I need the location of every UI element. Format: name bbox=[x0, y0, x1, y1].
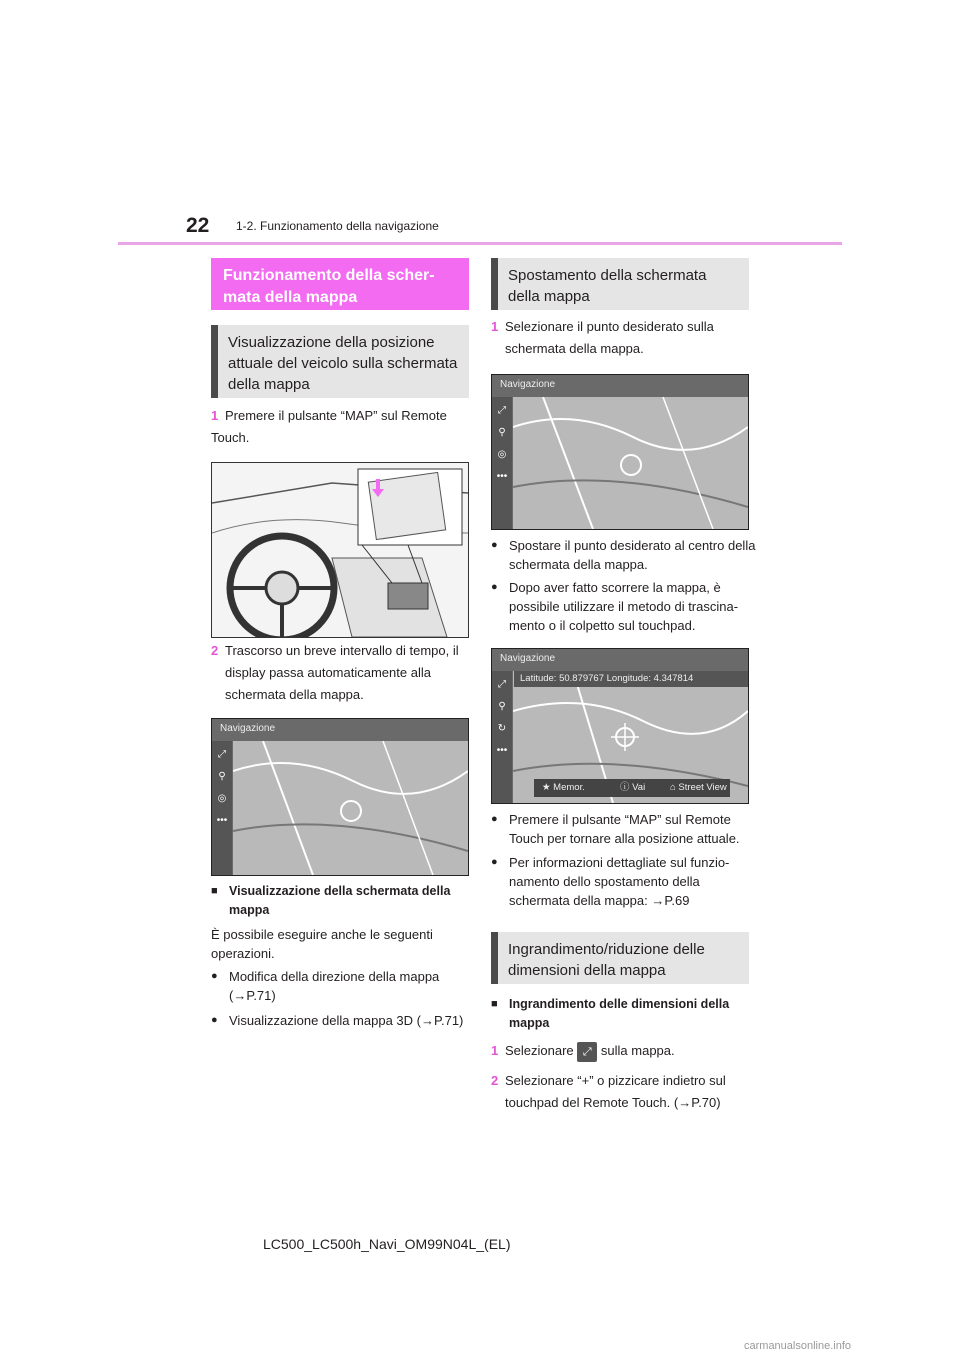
bullet-map-button: ● Premere il pulsante “MAP” sul Remote Touch per tornare alla posizione attuale. bbox=[491, 810, 765, 848]
nav-title: Navigazione bbox=[500, 379, 556, 390]
map-action-bar bbox=[534, 779, 730, 797]
step-number: 2 bbox=[211, 643, 219, 658]
step-text: sulla mappa. bbox=[600, 1043, 675, 1058]
sub-heading-map-view: ■ Visualizzazione della schermata della mappa bbox=[211, 882, 487, 920]
expand-icon: ⤢ bbox=[577, 1042, 597, 1062]
compass-icon[interactable]: ↻ bbox=[497, 723, 507, 734]
step-number: 1 bbox=[211, 408, 219, 423]
street-view-label: Street View bbox=[678, 782, 727, 793]
header-rule bbox=[118, 242, 842, 245]
nav-side-toolbar bbox=[492, 397, 512, 529]
pin-icon[interactable]: ⚲ bbox=[498, 701, 506, 712]
step-text: Selezionare “+” o pizzicare indietro sul touchpad del Remote Touch. (→P.70) bbox=[505, 1073, 726, 1110]
more-icon[interactable]: ••• bbox=[216, 815, 228, 826]
expand-icon[interactable]: ⤢ bbox=[498, 679, 506, 690]
step-text: Selezionare bbox=[505, 1043, 574, 1058]
document-code: LC500_LC500h_Navi_OM99N04L_(EL) bbox=[263, 1236, 511, 1252]
expand-icon[interactable]: ⤢ bbox=[498, 405, 506, 416]
car-interior-illustration bbox=[211, 462, 469, 638]
grey-heading-zoom: Ingrandimento/riduzione delle dimensioni della mappa bbox=[491, 932, 749, 984]
expand-icon[interactable]: ⤢ bbox=[218, 749, 226, 760]
info-icon: ⓘ bbox=[620, 782, 630, 793]
right-step-zoom-1 bbox=[491, 1040, 749, 1062]
section-title: 1-2. Funzionamento della navigazione bbox=[236, 219, 439, 233]
sub-heading-zoom-in: ■ Ingrandimento delle dimensioni della mappa bbox=[491, 995, 767, 1033]
bullet-details-reference: ● Per informazioni dettagliate sul funzio-namento dello spostamento della schermata della mappa: →P.69 bbox=[491, 853, 759, 910]
navigation-screen[interactable] bbox=[211, 718, 469, 876]
left-step-2 bbox=[211, 640, 469, 706]
pin-icon[interactable]: ⚲ bbox=[498, 427, 506, 438]
car-interior-drawing bbox=[212, 463, 468, 637]
nav-title: Navigazione bbox=[220, 723, 276, 734]
star-icon: ★ bbox=[542, 782, 551, 793]
bullet-map-direction: ● Modifica della direzione della mappa (→P.71) bbox=[211, 967, 469, 1005]
left-step-1 bbox=[211, 405, 469, 449]
step-text: Selezionare il punto desiderato sulla schermata della mappa. bbox=[505, 319, 714, 356]
grey-heading-move-map: Spostamento della schermata della mappa bbox=[491, 258, 749, 310]
intro-text: È possibile eseguire anche le seguenti operazioni. bbox=[211, 927, 433, 961]
map-view[interactable] bbox=[233, 741, 468, 875]
bullet-map-3d: ● Visualizzazione della mappa 3D (→P.71) bbox=[211, 1011, 469, 1030]
street-view-button[interactable] bbox=[670, 779, 727, 797]
map-drawing bbox=[513, 397, 748, 529]
vai-label: Vai bbox=[632, 782, 646, 793]
page-number: 22 bbox=[186, 214, 210, 237]
nav-side-toolbar bbox=[492, 671, 512, 803]
step-number: 2 bbox=[491, 1073, 499, 1088]
compass-icon[interactable]: ◎ bbox=[217, 793, 227, 804]
step-number: 1 bbox=[491, 319, 499, 334]
right-step-1 bbox=[491, 316, 749, 360]
map-drawing bbox=[233, 741, 468, 875]
camera-icon: ⌂ bbox=[670, 782, 676, 793]
memor-button[interactable] bbox=[542, 779, 585, 797]
step-text: Premere il pulsante “MAP” sul Remote Touch. bbox=[211, 408, 447, 445]
section-heading-pink: Funzionamento della scher- mata della mappa bbox=[211, 258, 469, 310]
navigation-screen-scrolled[interactable] bbox=[491, 648, 749, 804]
watermark: carmanualsonline.info bbox=[744, 1340, 852, 1352]
navigation-screen[interactable] bbox=[491, 374, 749, 530]
nav-title: Navigazione bbox=[500, 653, 556, 664]
more-icon[interactable]: ••• bbox=[496, 471, 508, 482]
bullet-move-center: ● Spostare il punto desiderato al centro della schermata della mappa. bbox=[491, 536, 759, 574]
nav-side-toolbar bbox=[212, 741, 232, 875]
right-step-zoom-2 bbox=[491, 1070, 749, 1114]
compass-icon[interactable]: ◎ bbox=[497, 449, 507, 460]
map-view[interactable] bbox=[513, 397, 748, 529]
vai-button[interactable] bbox=[620, 779, 645, 797]
grey-heading-position: Visualizzazione della posizione attuale del veicolo sulla schermata della mappa bbox=[211, 325, 469, 398]
bullet-drag-flick: ● Dopo aver fatto scorrere la mappa, è possibile utilizzare il metodo di trascina-mento o il colpetto sul touchpad. bbox=[491, 578, 759, 635]
pin-icon[interactable]: ⚲ bbox=[218, 771, 226, 782]
more-icon[interactable]: ••• bbox=[496, 745, 508, 756]
memor-label: Memor. bbox=[553, 782, 585, 793]
coordinates-readout: Latitude: 50.879767 Longitude: 4.347814 bbox=[514, 671, 748, 687]
step-number: 1 bbox=[491, 1043, 499, 1058]
step-text: Trascorso un breve intervallo di tempo, il display passa automaticamente alla schermata della mappa. bbox=[225, 643, 459, 702]
